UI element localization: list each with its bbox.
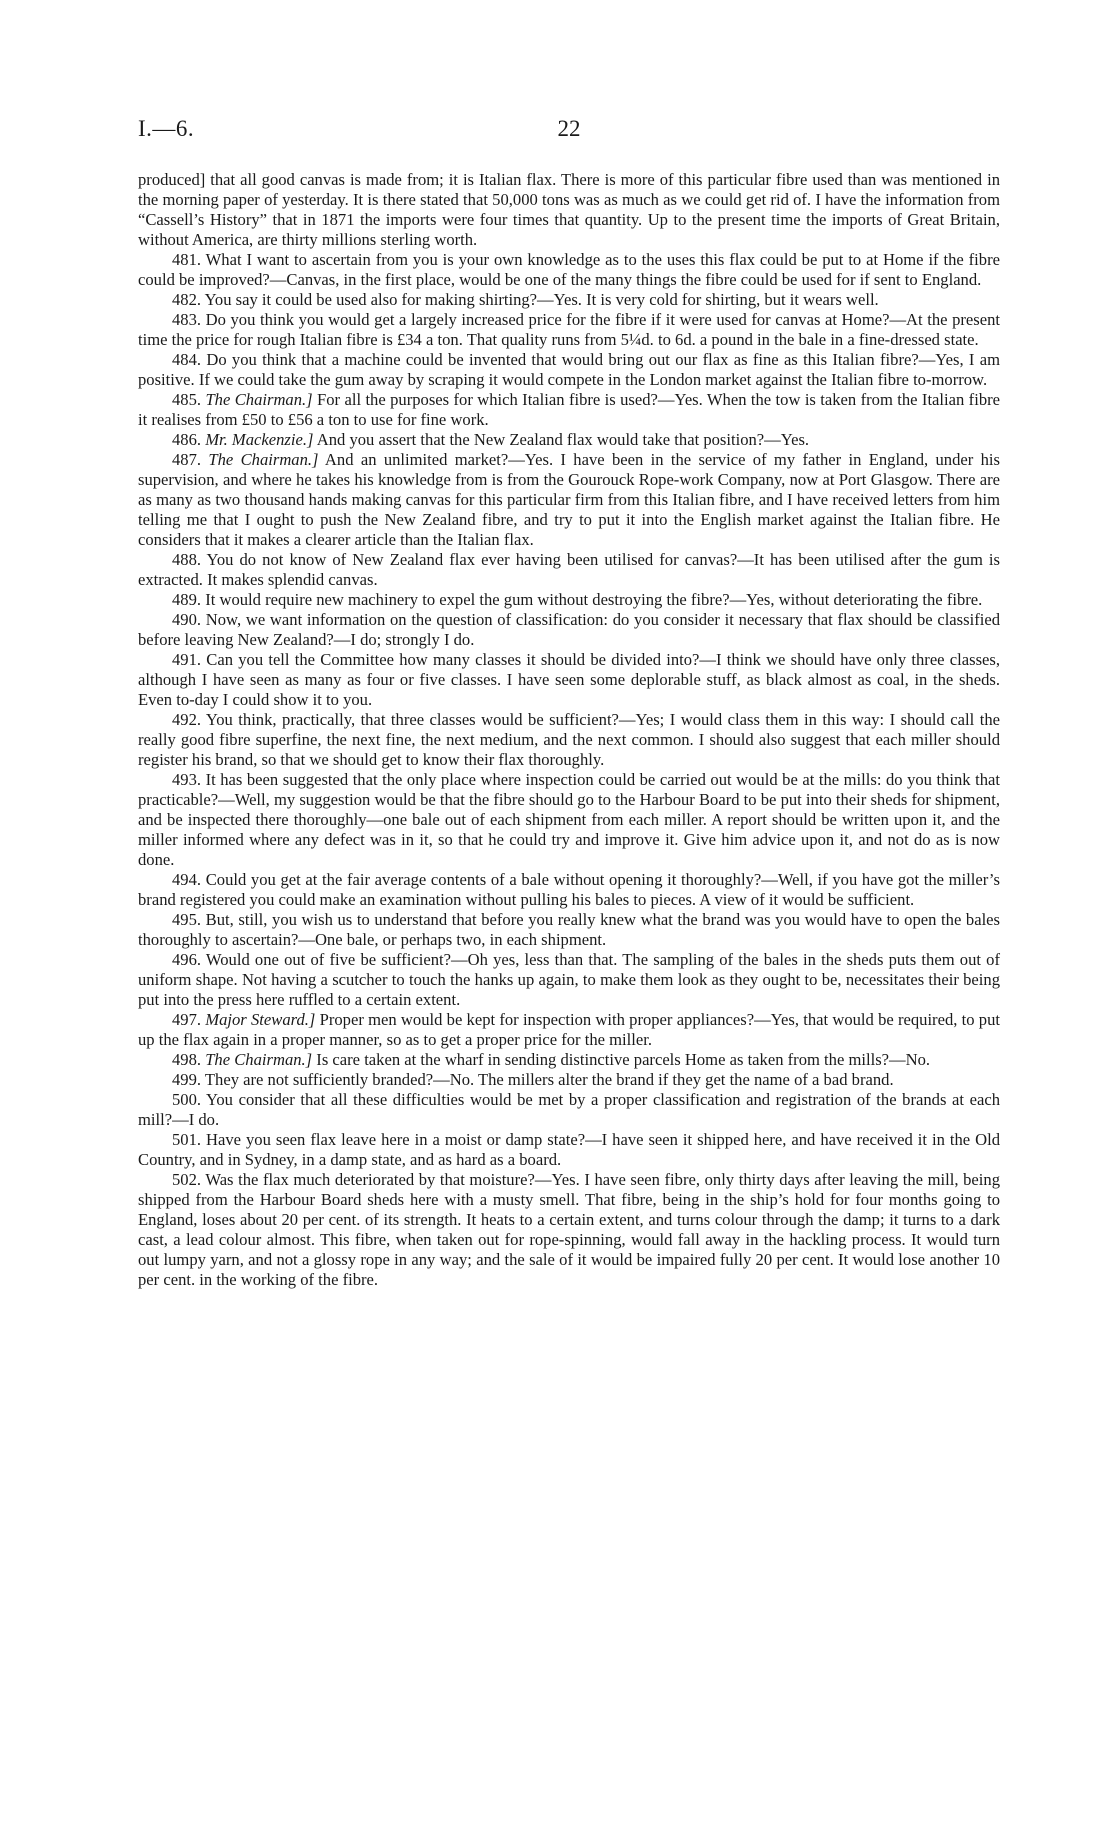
question-number: 483. [172, 310, 206, 329]
question-482 [138, 290, 1000, 310]
paragraph-text: Do you think that a machine could be invented that would bring out our flax as fine as this Italian fibre?—Yes, I am positive. If we could take the gum away by scraping it would compete in the London market against the Italian fibre to-morrow. [138, 350, 1000, 389]
paragraph-text: You say it could be used also for making shirting?—Yes. It is very cold for shirting, but it wears well. [204, 290, 879, 309]
question-488 [138, 550, 1000, 590]
question-number: 494. [172, 870, 206, 889]
paragraph-text: You think, practically, that three classes would be sufficient?—Yes; I would class them in this way: I should call the really good fibre superfine, the next fine, the next medium, and the next common. I should also suggest that each miller should register his brand, so that we should get to know their flax thoroughly. [138, 710, 1001, 769]
paragraph-text: You do not know of New Zealand flax ever having been utilised for canvas?—It has been utilised after the gum is extracted. It makes splendid canvas. [138, 550, 1000, 589]
question-492 [138, 710, 1000, 770]
speaker-name: The Chairman.] [208, 450, 319, 469]
question-number: 487. [172, 450, 209, 469]
paragraph-text: They are not sufficiently branded?—No. The millers alter the brand if they get the name of a bad brand. [204, 1070, 894, 1089]
paragraph-continuation [138, 170, 1000, 250]
paragraph-text: Now, we want information on the question of classification: do you consider it necessary that flax should be classified before leaving New Zealand?—I do; strongly I do. [138, 610, 1000, 649]
speaker-name: The Chairman.] [205, 390, 313, 409]
question-number: 493. [172, 770, 206, 789]
question-502 [138, 1170, 1000, 1290]
paragraph-text: What I want to ascertain from you is your own knowledge as to the uses this flax could be put to at Home if the fibre could be improved?—Canvas, in the first place, would be one of the many things the fibre could be used for if sent to England. [138, 250, 1000, 289]
question-485 [138, 390, 1000, 430]
question-498 [138, 1050, 1000, 1070]
paragraph-text: Do you think you would get a largely increased price for the fibre if it were used for canvas at Home?—At the present time the price for rough Italian fibre is £34 a ton. That quality runs from 5¼d. to 6d. a pound in the bale in a fine-dressed state. [138, 310, 1000, 349]
question-486 [138, 430, 1000, 450]
paragraph-text: It would require new machinery to expel the gum without destroying the fibre?—Yes, without deteriorating the fibre. [205, 590, 983, 609]
question-number: 484. [172, 350, 207, 369]
paragraph-text: produced] that all good canvas is made from; it is Italian flax. There is more of this particular fibre used than was mentioned in the morning paper of yesterday. It is there stated that 50,000 tons was as much as we could get rid of. I have the information from “Cassell’s History” that in 1871 the imports were four times that quantity. Up to the present time the imports of Great Britain, without America, are thirty millions sterling worth. [138, 170, 1000, 249]
question-489 [138, 590, 1000, 610]
question-number: 482. [172, 290, 205, 309]
paragraph-text: You consider that all these difficulties would be met by a proper classification and registration of the brands at each mill?—I do. [138, 1090, 1000, 1129]
question-number: 495. [172, 910, 206, 929]
paragraph-text: Is care taken at the wharf in sending distinctive parcels Home as taken from the mills?—No. [312, 1050, 931, 1069]
question-number: 486. [172, 430, 206, 449]
paragraph-text: Was the flax much deteriorated by that moisture?—Yes. I have seen fibre, only thirty days after leaving the mill, being shipped from the Harbour Board sheds here with a musty smell. That fibre, being in the ship’s hold for four months going to England, loses about 20 per cent. of its strength. It heats to a certain extent, and turns colour through the damp; it turns to a dark cast, a lead colour almost. This fibre, when taken out for rope-spinning, would fall away in the hackling process. It would turn out lumpy yarn, and not a glossy rope in any way; and the sale of it would be impaired fully 20 per cent. It would lose another 10 per cent. in the working of the fibre. [138, 1170, 1000, 1289]
question-number: 501. [172, 1130, 207, 1149]
paragraph-text: For all the purposes for which Italian fibre is used?—Yes. When the tow is taken from the Italian fibre it realises from £50 to £56 a ton to use for fine work. [138, 390, 1001, 429]
page-number: 22 [557, 116, 581, 141]
page-header [138, 116, 1000, 146]
question-483 [138, 310, 1000, 350]
question-487 [138, 450, 1000, 550]
question-number: 502. [172, 1170, 206, 1189]
question-494 [138, 870, 1000, 910]
paragraph-text: But, still, you wish us to understand that before you really knew what the brand was you would have to open the bales thoroughly to ascertain?—One bale, or perhaps two, in each shipment. [138, 910, 1001, 949]
question-number: 496. [172, 950, 206, 969]
question-493 [138, 770, 1000, 870]
question-490 [138, 610, 1000, 650]
question-495 [138, 910, 1000, 950]
question-484 [138, 350, 1000, 390]
question-number: 491. [172, 650, 207, 669]
paragraph-text: And an unlimited market?—Yes. I have been in the service of my father in England, under his supervision, and where he takes his knowledge from is from the Gourouck Rope-work Company, now at Port Glasgow. There are as many as two thousand hands making canvas for this particular firm from this Italian fibre, and I have received letters from him telling me that I ought to push the New Zealand fibre, and try to put it into the English market against the Italian fibre. He considers that it makes a clearer article than the Italian flax. [138, 450, 1000, 549]
question-number: 489. [172, 590, 206, 609]
question-497 [138, 1010, 1000, 1050]
paragraph-text: It has been suggested that the only place where inspection could be carried out would be at the mills: do you think that practicable?—Well, my suggestion would be that the fibre should go to the Harbour Board to be put into their sheds for shipment, and be inspected there thoroughly—one bale out of each shipment from each miller. A report should be written upon it, and the miller informed where any defect was in it, so that he could try and improve it. Give him advice upon it, and not do as is now done. [138, 770, 1001, 869]
paragraph-text: Could you get at the fair average contents of a bale without opening it thoroughly?—Well, if you have got the miller’s brand registered you could make an examination without pulling his bales to pieces. A view of it would be sufficient. [138, 870, 1000, 909]
question-491 [138, 650, 1000, 710]
paragraph-text: Have you seen flax leave here in a moist or damp state?—I have seen it shipped here, and have received it in the Old Country, and in Sydney, in a damp state, and as hard as a board. [138, 1130, 1000, 1169]
document-reference: I.—6. [138, 116, 195, 141]
speaker-name: Mr. Mackenzie.] [205, 430, 314, 449]
question-499 [138, 1070, 1000, 1090]
paragraph-text: Proper men would be kept for inspection with proper appliances?—Yes, that would be required, to put up the flax again in a proper manner, so as to get a proper price for the miller. [138, 1010, 1000, 1049]
question-number: 499. [172, 1070, 205, 1089]
question-number: 481. [172, 250, 206, 269]
question-number: 500. [172, 1090, 207, 1109]
paragraph-text: Would one out of five be sufficient?—Oh yes, less than that. The sampling of the bales in the sheds puts them out of uniform shape. Not having a scutcher to touch the hanks up again, to make them look as they ought to be, necessitates their being put into the press here ruffled to a certain extent. [138, 950, 1000, 1009]
speaker-name: The Chairman.] [205, 1050, 313, 1069]
question-number: 498. [172, 1050, 206, 1069]
question-number: 492. [172, 710, 206, 729]
question-number: 490. [172, 610, 206, 629]
question-481 [138, 250, 1000, 290]
evidence-body [138, 170, 1000, 1290]
question-501 [138, 1130, 1000, 1170]
question-number: 488. [172, 550, 207, 569]
question-number: 485. [172, 390, 206, 409]
paragraph-text: And you assert that the New Zealand flax would take that position?—Yes. [313, 430, 810, 449]
speaker-name: Major Steward.] [205, 1010, 316, 1029]
question-496 [138, 950, 1000, 1010]
paragraph-text: Can you tell the Committee how many classes it should be divided into?—I think we should have only three classes, although I have seen as many as four or five classes. I have seen some deplorable stuff, as black almost as coal, in the sheds. Even to-day I could show it to you. [138, 650, 1001, 709]
question-500 [138, 1090, 1000, 1130]
question-number: 497. [172, 1010, 206, 1029]
